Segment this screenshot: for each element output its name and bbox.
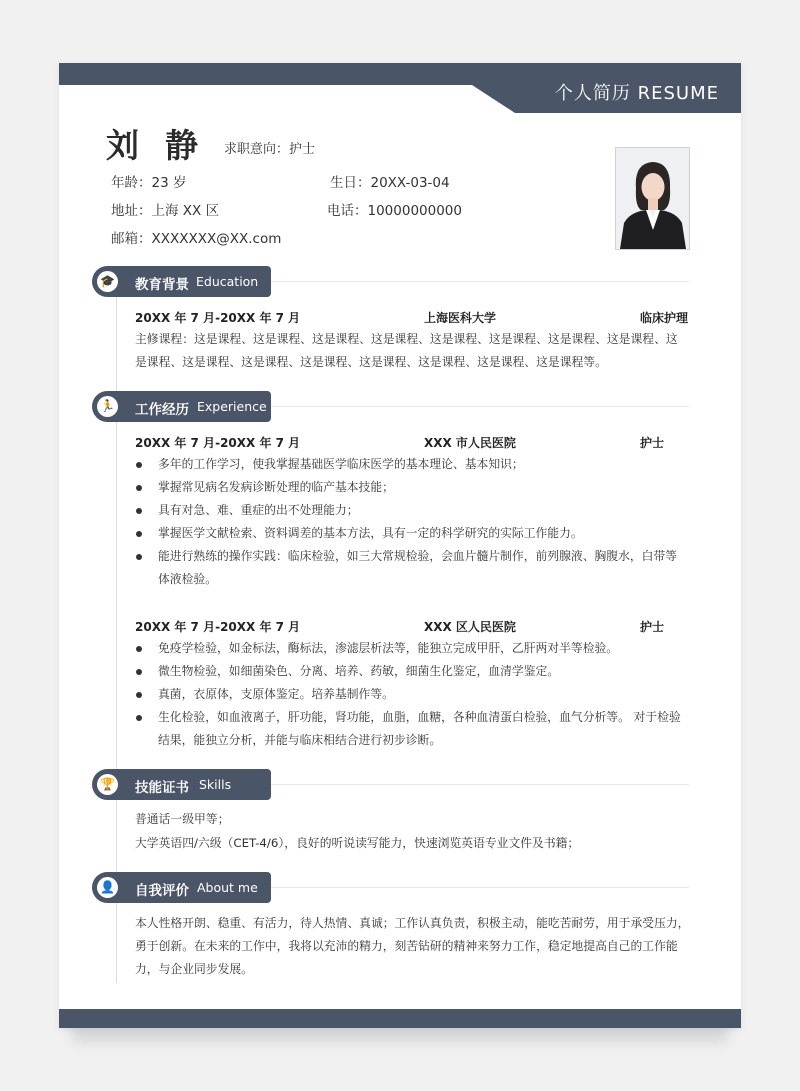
- trophy-icon: 🏆: [97, 774, 118, 795]
- section-title-en: Education: [196, 274, 259, 289]
- section-title-cn: 教育背景: [135, 277, 189, 293]
- job-bullet: 掌握常见病名发病诊断处理的临产基本技能；: [158, 476, 394, 499]
- bottom-bar: [59, 1009, 741, 1028]
- job-intent: 求职意向：护士: [224, 142, 316, 157]
- section-title-cn: 自我评价: [135, 883, 189, 899]
- section-title-cn: 技能证书: [135, 780, 189, 796]
- job-bullet-continuation: 结果，能独立分析，并能与临床相结合进行初步诊断。: [158, 733, 442, 747]
- phone-field: 电话：10000000000: [327, 203, 462, 219]
- section-header-experience: [92, 391, 271, 422]
- about-line: 勇于创新。在未来的工作中，我将以充沛的精力，刻苦钻研的精神来努力工作，稳定地提高自己的工作能: [135, 939, 678, 953]
- section-divider: [271, 887, 689, 888]
- education-major: 临床护理: [640, 311, 689, 325]
- birthday-field: 生日：20XX-03-04: [330, 175, 450, 191]
- section-title-en: Skills: [199, 777, 232, 792]
- job-bullet: 多年的工作学习，使我掌握基础医学临床医学的基本理论、基本知识；: [158, 453, 524, 476]
- section-header-about: [92, 872, 271, 903]
- runner-icon: 🏃: [97, 396, 118, 417]
- section-divider: [271, 406, 689, 407]
- age-field: 年龄：23 岁: [111, 175, 187, 191]
- job-role: 护士: [640, 436, 665, 450]
- job-bullet: 掌握医学文献检索、资料调差的基本方法，具有一定的科学研究的实际工作能力。: [158, 522, 583, 545]
- job-bullet: 真菌，衣原体，支原体鉴定。培养基制作等。: [158, 683, 394, 706]
- job-bullet: 免疫学检验，如金标法，酶标法，渗滤层析法等，能独立完成甲肝，乙肝两对半等检验。: [158, 637, 618, 660]
- job-period: 20XX 年 7 月-20XX 年 7 月: [135, 436, 301, 450]
- portrait-illustration: [616, 148, 689, 249]
- job-bullet: 具有对急、难、重症的出不处理能力；: [158, 499, 359, 522]
- job-org: XXX 市人民医院: [424, 436, 516, 450]
- job-role: 护士: [640, 620, 665, 634]
- job-bullet: 能进行熟练的操作实践：临床检验，如三大常规检验，会血片髓片制作，前列腺液、胸腹水，白带等: [158, 545, 677, 568]
- education-courses-line: 是课程、这是课程、这是课程、这是课程、这是课程、这是课程、这是课程、这是课程等。: [135, 355, 607, 369]
- education-courses-line: 主修课程：这是课程、这是课程、这是课程、这是课程、这是课程、这是课程、这是课程、这是课程、这: [135, 332, 678, 346]
- skill-line: 大学英语四/六级（CET-4/6），良好的听说读写能力，快速浏览英语专业文件及书籍；: [135, 836, 580, 850]
- education-school: 上海医科大学: [424, 311, 497, 325]
- job-bullet: 微生物检验，如细菌染色、分离、培养、药敏，细菌生化鉴定，血清学鉴定。: [158, 660, 559, 683]
- section-header-skills: [92, 769, 271, 800]
- section-divider: [271, 784, 689, 785]
- address-field: 地址：上海 XX 区: [111, 203, 220, 219]
- section-title-cn: 工作经历: [135, 402, 189, 418]
- name-first: 刘: [106, 126, 141, 165]
- candidate-name: [106, 120, 200, 167]
- section-header-education: [92, 266, 271, 297]
- job-bullet: 生化检验，如血液离子，肝功能，肾功能，血脂，血糖，各种血清蛋白检验，血气分析等。 对于检验: [158, 706, 681, 729]
- email-field: 邮箱：XXXXXXX@XX.com: [111, 231, 282, 247]
- about-line: 本人性格开朗、稳重、有活力，待人热情、真诚；工作认真负责，积极主动，能吃苦耐劳，用于承受压力，: [135, 916, 690, 930]
- profile-photo: [615, 147, 690, 250]
- job-bullet-continuation: 体液检验。: [158, 572, 217, 586]
- education-period: 20XX 年 7 月-20XX 年 7 月: [135, 311, 301, 325]
- section-title-en: Experience: [197, 399, 267, 414]
- skill-line: 普通话一级甲等；: [135, 812, 230, 826]
- section-divider: [271, 281, 689, 282]
- name-last: 静: [165, 126, 200, 165]
- resume-title: 个人简历 RESUME: [554, 83, 719, 104]
- resume-page: [59, 63, 741, 1028]
- paper-shadow: [72, 1026, 728, 1048]
- job-period: 20XX 年 7 月-20XX 年 7 月: [135, 620, 301, 634]
- about-line: 力，与企业同步发展。: [135, 962, 253, 976]
- graduation-cap-icon: 🎓: [97, 271, 118, 292]
- section-title-en: About me: [197, 880, 258, 895]
- job-org: XXX 区人民医院: [424, 620, 516, 634]
- person-badge-icon: 👤: [97, 877, 118, 898]
